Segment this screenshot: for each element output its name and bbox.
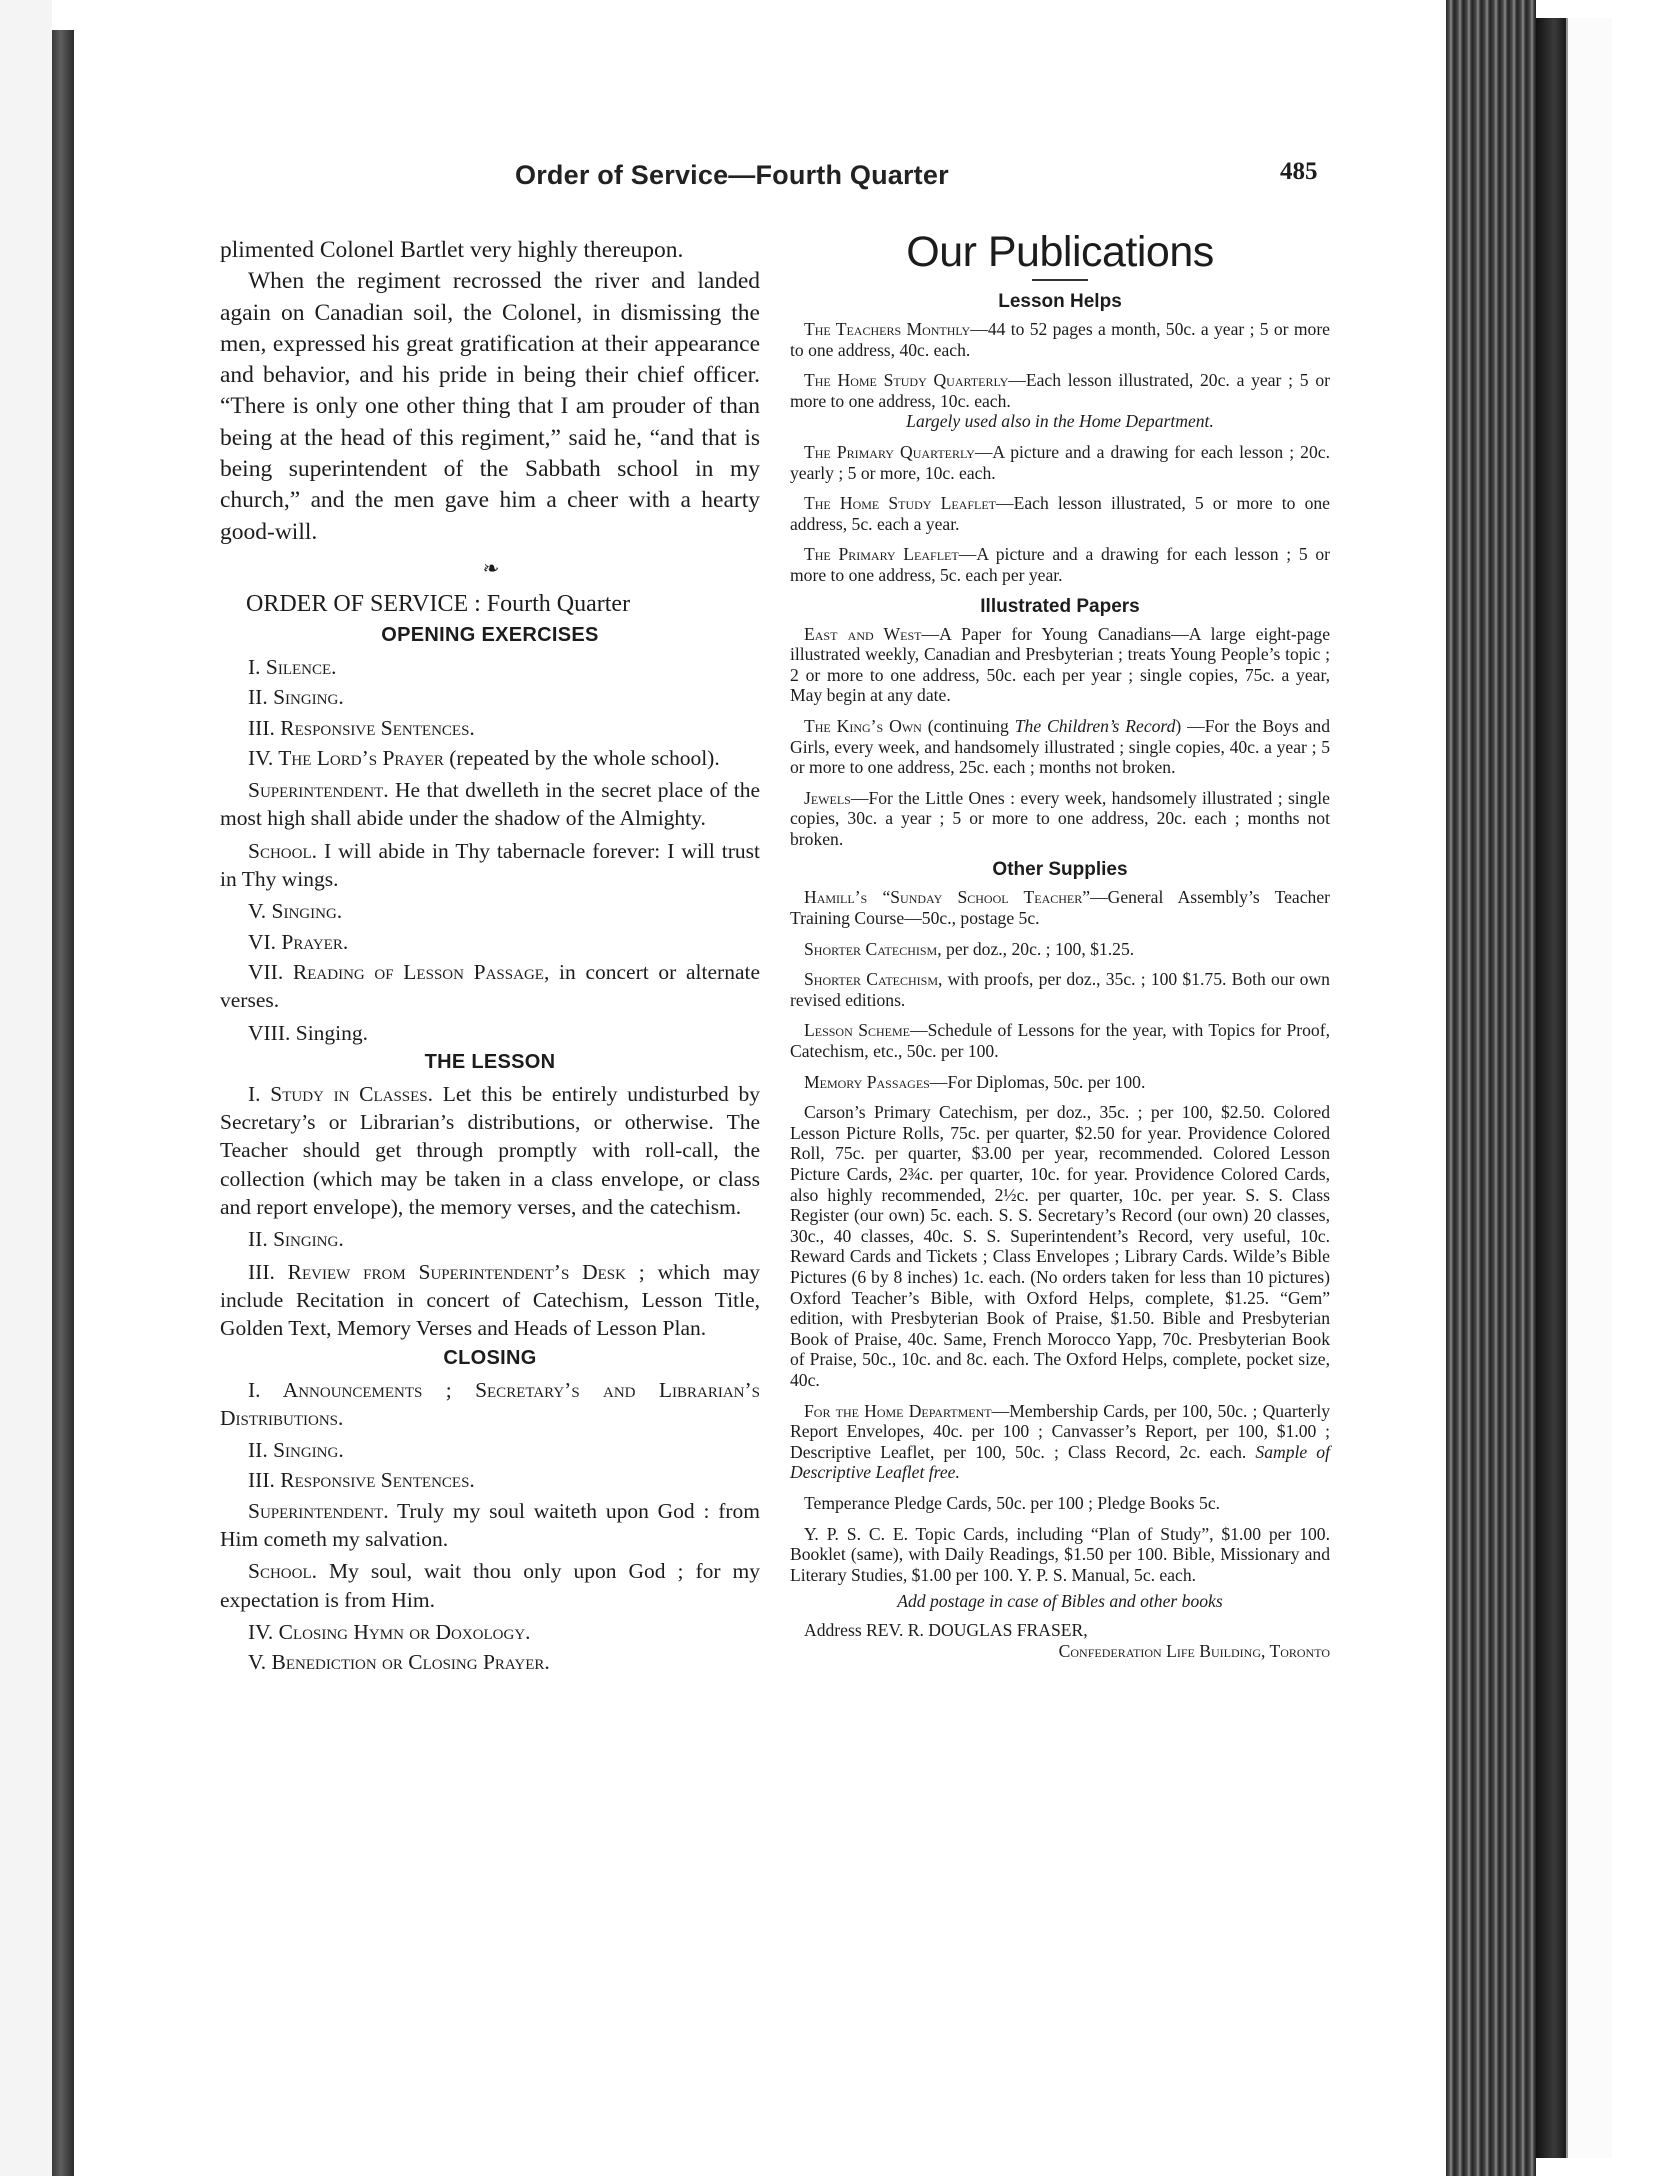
os2-label: Shorter Catechism (804, 938, 938, 959)
lh3-label: The Primary Quarterly (804, 441, 975, 462)
illustrated-papers-heading: Illustrated Papers (980, 595, 1140, 617)
ip2-italic: The Children’s Record (1014, 715, 1176, 736)
opening-school (220, 837, 760, 894)
opening-item-4 (220, 744, 760, 772)
lesson-helps-item-4 (790, 493, 1330, 534)
lh1-text: —44 to 52 pages a month, 50c. a year ; 5 or more to one address, 40c. each. (790, 319, 1330, 360)
opening-item-7 (220, 958, 760, 1015)
opening-item-3: III. Responsive Sentences. (248, 715, 475, 740)
closing-school-label: School. (248, 1559, 317, 1584)
opening-superintendent-text: He that dwelleth in the secret place of the most high shall abide under the shadow of the Almighty. (220, 778, 760, 831)
os3-label: Shorter Catechism (804, 969, 939, 990)
ip3-label: Jewels (804, 787, 851, 808)
closing-heading: CLOSING (443, 1346, 537, 1369)
os7-label: For the Home Department (804, 1400, 992, 1421)
opening-item-5: V. Singing. (248, 899, 343, 924)
order-of-service-title: ORDER OF SERVICE : Fourth Quarter (246, 590, 631, 617)
left-column (220, 235, 760, 1678)
lesson-item-1-label: I. Study in Classes. (248, 1081, 434, 1106)
lesson-helps-item-2 (790, 370, 1330, 432)
other-item-3 (790, 969, 1330, 1010)
other-item-1 (790, 887, 1330, 928)
paragraph-continued: plimented Colonel Bartlet very highly thereupon. (220, 237, 684, 263)
lh5-text: —A picture and a drawing for each lesson ; 5 or more to one address, 5c. each per year. (790, 544, 1330, 585)
opening-item-7-text: in concert or alternate verses. (220, 959, 760, 1013)
os2-text: , per doz., 20c. ; 100, $1.25. (937, 938, 1135, 959)
page-number: 485 (1280, 158, 1318, 185)
opening-item-4-label: IV. The Lord’s Prayer (248, 745, 444, 770)
lh1-label: The Teachers Monthly (804, 319, 971, 339)
other-supplies-heading: Other Supplies (992, 859, 1128, 881)
opening-item-6: VI. Prayer. (248, 929, 349, 954)
lesson-helps-heading: Lesson Helps (998, 291, 1122, 312)
closing-item-5: V. Benediction or Closing Prayer. (248, 1650, 550, 1675)
os7-text: —Membership Cards, per 100, 50c. ; Quarterly Report Envelopes, 40c. per 100 ; Canvasser’s Report, per 100, $1.00 ; Descriptive Leaflet, per 100, 50c. ; Class Record, 2c. each. (790, 1400, 1331, 1462)
scan-margin-right (1566, 18, 1612, 2158)
opening-item-1: I. Silence. (248, 654, 337, 679)
closing-superintendent (220, 1497, 760, 1554)
other-item-4 (790, 1020, 1330, 1061)
opening-school-label: School. (248, 838, 317, 863)
lh4-text: —Each lesson illustrated, 5 or more to one address, 5c. each a year. (790, 493, 1330, 534)
os1-text: —General Assembly’s Teacher Training Course—50c., postage 5c. (790, 887, 1330, 929)
os5-text: —For Diplomas, 50c. per 100. (929, 1071, 1146, 1092)
lesson-item-3-label: III. Review from Superintendent’s Desk ; (248, 1259, 645, 1284)
address-line-1: Address REV. R. DOUGLAS FRASER, (804, 1620, 1088, 1641)
closing-superintendent-label: Superintendent. (248, 1498, 389, 1523)
right-column (790, 228, 1330, 1661)
lh3-text: —A picture and a drawing for each lesson ; 20c. yearly ; 5 or more, 10c. each. (790, 441, 1330, 483)
closing-school-text: My soul, wait thou only upon God ; for my expectation is from Him. (220, 1559, 760, 1612)
lesson-item-1-text: Let this be entirely undisturbed by Secretary’s or Librarian’s distributions, or otherwise. The Teacher should get through promptly with roll-call, the collection (which may be taken in a class envelope, or class and report envelope), the memory verses, and the catechism. (220, 1081, 760, 1220)
illustrated-item-2 (790, 716, 1330, 778)
closing-item-3: III. Responsive Sentences. (248, 1468, 475, 1493)
lh2-label: The Home Study Quarterly (804, 370, 1009, 391)
os3-text: , with proofs, per doz., 35c. ; 100 $1.75. Both our own revised editions. (790, 969, 1330, 1010)
lesson-heading: THE LESSON (424, 1050, 556, 1073)
ip1-label: East and West (804, 623, 922, 644)
illustrated-item-3 (790, 788, 1330, 850)
lesson-item-3-text: which may include Recitation in concert of Catechism, Lesson Title, Golden Text, Memory Verses and Heads of Lesson Plan. (220, 1259, 760, 1341)
book-gutter-shadow (52, 30, 74, 2176)
opening-superintendent (220, 776, 760, 833)
opening-item-8: VIII. Singing. (248, 1020, 369, 1045)
other-item-2 (790, 939, 1330, 960)
closing-superintendent-text: Truly my soul waiteth upon God : from Him cometh my salvation. (220, 1498, 760, 1551)
opening-exercises-heading: OPENING EXERCISES (381, 623, 599, 646)
other-item-5 (790, 1072, 1330, 1093)
lesson-helps-item-5 (790, 544, 1330, 585)
lh2-note: Largely used also in the Home Department. (906, 411, 1214, 432)
page-header-title: Order of Service—Fourth Quarter (515, 160, 949, 190)
other-item-7 (790, 1401, 1330, 1483)
opening-school-text: I will abide in Thy tabernacle forever: I will trust in Thy wings. (220, 838, 760, 892)
book-page-edges (1446, 0, 1536, 2176)
ip3-text: —For the Little Ones : every week, handsomely illustrated ; single copies, 30c. a year ; 5 or more to one address, 20c. each ; months not broken. (790, 787, 1330, 849)
other-item-8: Temperance Pledge Cards, 50c. per 100 ; Pledge Books 5c. (804, 1492, 1221, 1513)
paragraph-colonel: When the regiment recrossed the river and landed again on Canadian soil, the Colonel, in dismissing the men, expressed his great gratification at their appearance and behavior, and his pride in being their chief officer. “There is only one other thing that I am prouder of than being at the head of this regiment,” said he, “and that is being superintendent of the Sabbath school in my church,” and the men gave him a cheer with a hearty good-will. (220, 268, 760, 545)
illustrated-item-1 (790, 624, 1330, 706)
lh4-label: The Home Study Leaflet (804, 493, 996, 514)
other-item-6: Carson’s Primary Catechism, per doz., 35c. ; per 100, $2.50. Colored Lesson Picture Rolls, 75c. per quarter, $2.50 for year. Providence Colored Roll, 75c. per quarter, $3.00 per year, recommended. Colored Lesson Picture Cards, 2¾c. per quarter, 10c. for year. Providence Colored Cards, also highly recommended, 2½c. per quarter, 10c. per year. S. S. Class Register (our own) 5c. each. S. S. Secretary’s Record (our own) 20 classes, 30c., 40 classes, 40c. S. S. Superintendent’s Record, very useful, 10c. Reward Cards and Tickets ; Class Envelopes ; Library Cards. Wilde’s Bible Pictures (6 by 8 inches) 1c. each. (No orders taken for less than 10 pictures) Oxford Teacher’s Bible, with Oxford Helps, complete, $1.25. “Gem” edition, with Presbyterian Book of Praise, $1.50. Bible and Presbyterian Book of Praise, 40c. Same, French Morocco Yapp, 70c. Presbyterian Book of Praise, 50c., 10c. and 8c. each. The Oxford Helps, complete, pocket size, 40c. (790, 1102, 1330, 1390)
closing-item-2: II. Singing. (248, 1438, 344, 1463)
opening-item-2: II. Singing. (248, 685, 344, 710)
closing-school (220, 1557, 760, 1614)
lh2-text: —Each lesson illustrated, 20c. a year ; 5 or more to one address, 10c. each. (790, 370, 1330, 411)
os4-text: —Schedule of Lessons for the year, with Topics for Proof, Catechism, etc., 50c. per 100. (790, 1020, 1330, 1062)
ip1-text: —A Paper for Young Canadians—A large eight-page illustrated weekly, Canadian and Presbyterian ; treats Young People’s topic ; 2 or more to one address, 50c. each per year ; single copies, 75c. a year, May begin at any date. (790, 623, 1330, 706)
publications-title: Our Publications (906, 228, 1214, 276)
ornament-divider: ❧ (482, 557, 498, 580)
lesson-helps-item-3 (790, 442, 1330, 483)
address-line-2: Confederation Life Building, Toronto (1058, 1640, 1330, 1661)
lh5-label: The Primary Leaflet (804, 544, 959, 565)
opening-item-7-label: VII. Reading of Lesson Passage, (248, 959, 550, 984)
lesson-item-2: II. Singing. (248, 1227, 344, 1252)
ip2-pre: (continuing (921, 715, 1015, 736)
opening-item-4-text: (repeated by the whole school). (443, 745, 720, 770)
os1-label: Hamill’s “Sunday School Teacher” (804, 887, 1091, 908)
os5-label: Memory Passages (804, 1071, 930, 1092)
scan-margin-left (0, 0, 52, 2176)
title-rule (1032, 279, 1088, 281)
other-item-9: Y. P. S. C. E. Topic Cards, including “Plan of Study”, $1.00 per 100. Booklet (same), with Daily Readings, $1.50 per 100. Bible, Missionary and Literary Studies, $1.00 per 100. Y. P. S. Manual, 5c. each. (790, 1523, 1330, 1585)
closing-item-1: I. Announcements ; Secretary’s and Librarian’s Distributions. (220, 1377, 760, 1430)
lesson-item-3 (220, 1258, 760, 1343)
closing-item-4: IV. Closing Hymn or Doxology. (248, 1619, 531, 1644)
lesson-helps-item-1 (790, 319, 1330, 360)
lesson-item-1 (220, 1080, 760, 1221)
postage-note: Add postage in case of Bibles and other books (897, 1591, 1223, 1612)
os4-label: Lesson Scheme (804, 1020, 910, 1041)
ip2-label: The King’s Own (804, 715, 922, 736)
ip2-text: ) —For the Boys and Girls, every week, and handsomely illustrated ; single copies, 40c. a year ; 5 or more to one address, 25c. each ; months not broken. (790, 715, 1330, 778)
book-cover-edge (1536, 18, 1566, 2158)
opening-superintendent-label: Superintendent. (248, 778, 389, 803)
os7-italic: Sample of Descriptive Leaflet free. (790, 1441, 1330, 1483)
